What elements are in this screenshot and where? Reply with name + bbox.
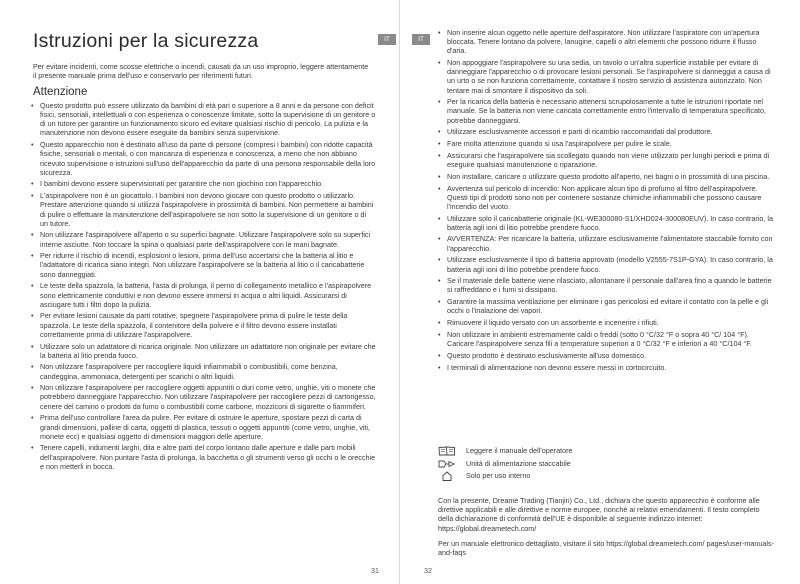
list-item: • Prima dell'uso controllare l'area da pulire. Per evitare di ostruire le aperture, spostare pezzi di carta di grandi dimensioni, palline di carta, oggetti di plastica, tessuti o oggetti appuntiti (come vetro, unghie, viti, monete ecc) e qualsiasi oggetto di dimensioni maggiori delle aperture. — [31, 413, 376, 440]
list-item: • Avvertenza sul pericolo di incendio: Non applicare alcun tipo di profumo al filtro dell'aspirapolvere. Questi tipi di prodotti sono noti per contenere sostanze chimiche infiammabili che possono causare l'incendio del vuoto. — [438, 184, 776, 211]
list-item: • Tenere capelli, indumenti larghi, dita e altre parti del corpo lontano dalle aperture e dalle parti mobili dell'aspirapolvere. Non puntare l'asta di prolunga, la bacchetta o gli strumenti verso gli occhi o le orecchie e non metterli in bocca. — [31, 443, 376, 470]
list-item: • Non inserire alcun oggetto nelle aperture dell'aspiratore. Non utilizzare l'aspiratore con un'apertura bloccata. Tenere lontano da polvere, lanugine, capelli o altri elementi che possono ridurre il flusso d'aria. — [438, 28, 776, 55]
page-number: 31 — [371, 566, 379, 575]
symbol-label: Solo per uso interno — [466, 471, 531, 480]
symbol-row — [438, 445, 778, 457]
list-item: • Utilizzare solo un adattatore di ricarica originale. Non utilizzare un adattatore non originale per evitare che la batteria al litio prenda fuoco. — [31, 342, 376, 360]
list-item: • Rimuovere il liquido versato con un assorbente e incenerire i rifiuti. — [438, 318, 776, 327]
manual-link-note: Per un manuale elettronico dettagliato, visitare il sito https://global.dreametech.com/ pages/user-manuals-and-faqs — [438, 539, 774, 558]
warning-list — [438, 28, 776, 374]
conformity-declaration: Con la presente, Dreame Trading (Tianjin) Co., Ltd., dichiara che questo apparecchio è conforme alle direttive applicabili e alle direttive e norme europee, nonché ai relativi emendamenti. Il testo completo della dichiarazione di conformità dell'UE è disponibile al seguente indirizzo internet: https://global.dreametech.com/ — [438, 496, 760, 533]
page-number: 32 — [424, 566, 432, 575]
list-item: • Per la ricarica della batteria è necessario attenersi scrupolosamente a tutte le istruzioni riportate nel manuale. Se la batteria non viene caricata correttamente entro l'intervallo di temperatura specificato, potrebbe danneggiarsi. — [438, 97, 776, 124]
list-item: • Garantire la massima ventilazione per eliminare i gas pericolosi ed evitare il contatto con la pelle e gli occhi o l'inalazione dei vapori. — [438, 297, 776, 315]
list-item: • Non utilizzare in ambienti estremamente caldi o freddi (sotto 0 °C/32 °F o sopra 40 °C/ 104 °F). Caricare l'aspirapolvere senza fili a temperature superiori a 0 °C/32 °F e inferiori a 40 °C/104 °F. — [438, 330, 776, 348]
open-book-icon — [438, 446, 456, 456]
symbol-label: Unità di alimentazione staccabile — [466, 458, 571, 468]
right-page — [400, 0, 800, 584]
list-item: • Utilizzare esclusivamente il tipo di batteria approvato (modello V2555-7S1P-GYA). In caso contrario, la batteria agli ioni di litio potrebbe prendere fuoco. — [438, 255, 776, 273]
list-item: • Non utilizzare l'aspirapolvere per raccogliere liquidi infiammabili o combustibili, come benzina, candeggina, ammoniaca, detergenti per scarichi o altri liquidi. — [31, 362, 376, 380]
list-item: • Per evitare lesioni causate da parti rotative, spegnere l'aspirapolvere prima di pulire le teste della spazzola. Le teste della spazzola, il contenitore della polvere e il filtro devono essere installati correttamente prima di utilizzare l'aspirapolvere. — [31, 311, 376, 338]
list-item: • Utilizzare esclusivamente accessori e parti di ricambio raccomandati dal produttore. — [438, 127, 776, 136]
intro-paragraph: Per evitare incidenti, come scosse elettriche o incendi, causati da un uso improprio, leggere attentamente il presente manuale prima dell'uso e conservarlo per riferimenti futuri. — [33, 62, 369, 81]
list-item: • Questo apparecchio non è destinato all'uso da parte di persone (compresi i bambini) con ridotte capacità fisiche, sensoriali o mentali, o con mancanza di esperienza e conoscenza, a meno che non abbiano ricevuto supervisione o istruzioni sull'uso dell'apparecchio da parte di una persona responsabile della loro sicurezza. — [31, 140, 376, 177]
language-badge: IT — [412, 34, 430, 45]
list-item: • Assicurarsi che l'aspirapolvere sia scollegato quando non viene utilizzato per lunghi periodi e prima di eseguire qualsiasi manutenzione o riparazione. — [438, 151, 776, 169]
list-item: • Fare molta attenzione quando si usa l'aspirapolvere per pulire le scale. — [438, 139, 776, 148]
list-item: • I bambini devono essere supervisionati per garantire che non giochino con l'apparecchio. — [31, 179, 376, 188]
list-item: • Questo prodotto è destinato esclusivamente all'uso domestico. — [438, 351, 776, 360]
list-item: • Non utilizzare l'aspirapolvere per raccogliere oggetti appuntiti o duri come vetro, unghie, viti o monete che potrebbero danneggiare l'apparecchio. Non utilizzare l'aspirapolvere per raccogliere pezzi di cartongesso, cenere del camino o prodotti da fumo o combustibili come carbone, mozziconi di sigarette o fiammiferi. — [31, 383, 376, 410]
warning-list — [31, 101, 376, 474]
list-item: • Per ridurre il rischio di incendi, esplosioni o lesioni, prima dell'uso accertarsi che la batteria al litio e l'adattatore di ricarica siano integri. Non utilizzare l'aspirapolvere se la batteria al litio o il caricabatterie sono danneggiati. — [31, 251, 376, 278]
list-item: • Le teste della spazzola, la batteria, l'asta di prolunga, il perno di collegamento metallico e l'aspirapolvere sono elettricamente conduttivi e non devono essere immersi in acqua o altri liquidi. Assicurarsi di asciugare tutti i filtri dopo la pulizia. — [31, 281, 376, 308]
language-badge: IT — [378, 34, 396, 45]
list-item: • Non appoggiare l'aspirapolvere su una sedia, un tavolo o un'altra superficie instabile per evitare di danneggiare l'apparecchio o di provocare lesioni personali. Se l'aspirapolvere si danneggia a causa di un urto o se non funziona correttamente, contattare il nostro servizio di assistenza autorizzato. Non tentare mai di smontare il dispositivo da soli. — [438, 58, 776, 95]
symbol-label: Leggere il manuale dell'operatore — [466, 446, 573, 455]
list-item: • Questo prodotto può essere utilizzato da bambini di età pari o superiore a 8 anni e da persone con deficit fisici, sensoriali, intellettuali o con esperienza o conoscenze limitate, sotto la supervisione di un genitore o di un tutore per garantire un funzionamento sicuro ed evitare qualsiasi rischio di pericolo. La pulizia e la manutenzione non devono essere eseguite da bambini senza supervisione. — [31, 101, 376, 138]
list-item: • I terminali di alimentazione non devono essere messi in cortocircuito. — [438, 363, 776, 372]
detachable-plug-icon — [438, 459, 456, 469]
symbol-legend — [438, 445, 778, 483]
house-icon — [438, 471, 456, 481]
symbol-row — [438, 470, 778, 482]
section-heading: Attenzione — [33, 86, 88, 98]
list-item: • Non utilizzare l'aspirapolvere all'aperto o su superfici bagnate. Utilizzare l'aspirapolvere solo su superfici interne asciutte. Non toccare la spina o qualsiasi parte dell'aspirapolvere con le mani bagnate. — [31, 230, 376, 248]
list-item: • Utilizzare solo il caricabatterie originale (KL-WE300080-S1/XHD024-300080EUV). In caso contrario, la batteria agli ioni di litio potrebbe prendere fuoco. — [438, 214, 776, 232]
list-item: • Se il materiale delle batterie viene rilasciato, allontanare il personale dall'area fino a quando le batterie si raffreddano e i fumi si dissipano. — [438, 276, 776, 294]
list-item: • AVVERTENZA: Per ricaricare la batteria, utilizzare esclusivamente l'alimentatore staccabile fornito con l'apparecchio. — [438, 234, 776, 252]
symbol-row — [438, 458, 778, 470]
list-item: • Non installare, caricare o utilizzare questo prodotto all'aperto, nei bagni o in prossimità di una piscina. — [438, 172, 776, 181]
page-title: Istruzioni per la sicurezza — [33, 30, 259, 52]
list-item: • L'aspirapolvere non è un giocattolo. I bambini non devono giocare con questo prodotto o utilizzarlo. Prestare attenzione quando si utilizza l'aspirapolvere in prossimità di bambini. Non permettere ai bambini di pulire o effettuare la manutenzione dell'aspirapolvere se non sotto la supervisione di un genitore o di un tutore. — [31, 191, 376, 228]
